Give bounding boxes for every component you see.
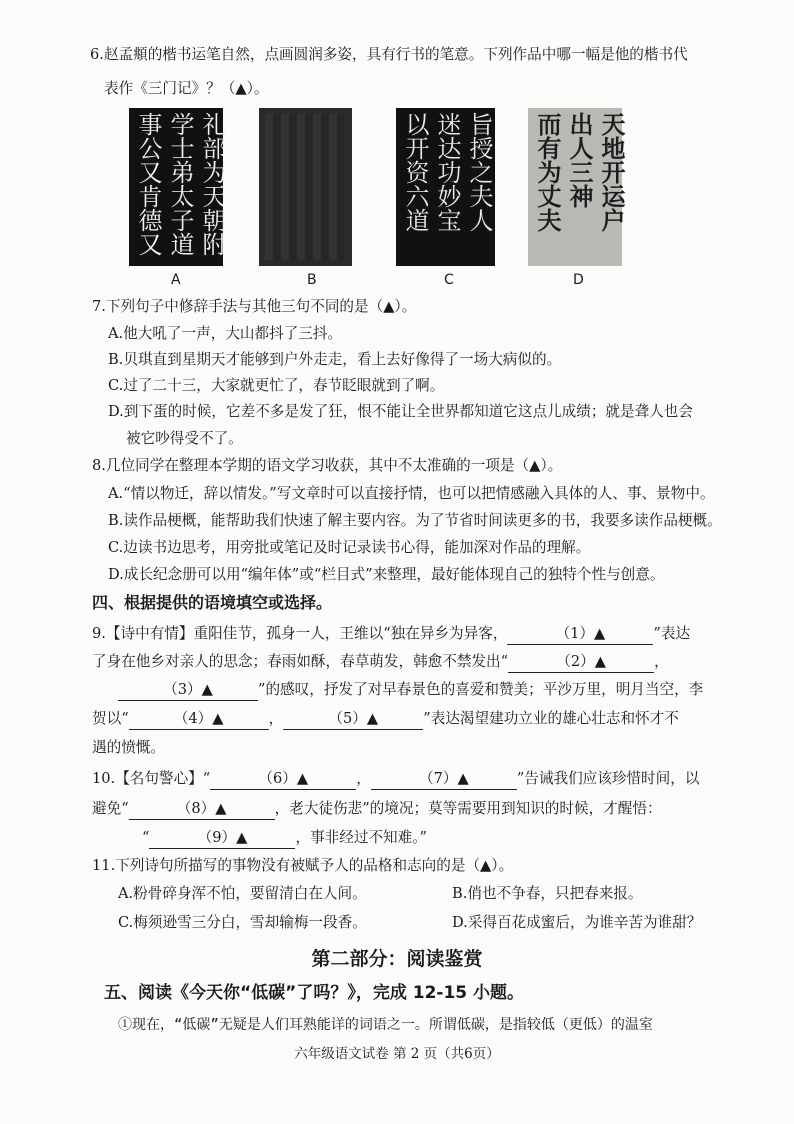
image-a-col-2: 学士弟太子道 (166, 112, 194, 256)
q9-text-1: 9.【诗中有情】重阳佳节，孤身一人，王维以“独在异乡为异客， (92, 625, 508, 642)
part-2-title: 第二部分：阅读鉴赏 (311, 948, 483, 970)
q7-stem: 7.下列句子中修辞手法与其他三句不同的是（▲）。 (92, 298, 417, 315)
q10-line2 (92, 798, 662, 820)
q7-option-d-line1[interactable]: D.到下蛋的时候，它差不多是发了狂，恨不能让全世界都知道它这点儿成绩；就是聋人也会 (108, 403, 693, 420)
image-c-label: C (444, 272, 454, 288)
blank-4[interactable]: （4）▲ (129, 709, 269, 730)
page-footer: 六年级语文试卷 第 2 页（共6页） (294, 1046, 500, 1062)
blank-1[interactable]: （1）▲ (507, 624, 653, 645)
q9-text-7: ， (268, 710, 284, 727)
q11-option-a[interactable]: A.粉骨碎身浑不怕，要留清白在人间。 (118, 885, 367, 902)
q9-line5: 遇的愤慨。 (92, 739, 165, 756)
q11-option-d[interactable]: D.采得百花成蜜后，为谁辛苦为谁甜？ (452, 914, 702, 931)
q9-text-4: ， (654, 653, 669, 670)
blank-9[interactable]: （9）▲ (149, 828, 295, 849)
q11-stem: 11.下列诗句所描写的事物没有被赋予人的品格和志向的是（▲）。 (92, 857, 514, 874)
image-d-col-1: 天地开运户 (597, 112, 626, 232)
q10-line1 (92, 768, 699, 790)
q7-option-b[interactable]: B.贝琪直到星期天才能够到户外走走，看上去好像得了一场大病似的。 (108, 351, 562, 368)
q9-text-8: ”表达渴望建功立业的雄心壮志和怀才不 (423, 710, 679, 727)
section-4-heading: 四、根据提供的语境填空或选择。 (92, 593, 333, 612)
q11-option-b[interactable]: B.俏也不争春，只把春来报。 (452, 885, 643, 902)
q10-text-2: ， (356, 770, 371, 787)
image-a-col-1: 礼部为天朝附 (198, 112, 226, 256)
q9-text-6: 贺以“ (92, 710, 129, 727)
q9-line1 (92, 623, 690, 645)
blank-5[interactable]: （5）▲ (283, 709, 423, 730)
q10-text-3: ”告诫我们应该珍惜时间，以 (516, 770, 700, 787)
q7-option-a[interactable]: A.他大吼了一声，大山都抖了三抖。 (108, 325, 343, 342)
q11-option-c[interactable]: C.梅须逊雪三分白，雪却输梅一段香。 (118, 914, 367, 931)
blank-2[interactable]: （2）▲ (508, 652, 654, 673)
q8-stem: 8.几位同学在整理本学期的语文学习收获，其中不太准确的一项是（▲）。 (92, 457, 563, 474)
q8-option-d[interactable]: D.成长纪念册可以用“编年体”或“栏目式”来整理，最好能体现自己的独特个性与创意。 (108, 566, 665, 583)
q8-option-b[interactable]: B.读作品梗概，能帮助我们快速了解主要内容。为了节省时间读更多的书，我要多读作品梗概。 (108, 512, 722, 529)
q8-option-c[interactable]: C.边读书边思考，用旁批或笔记及时记录读书心得，能加深对作品的理解。 (108, 539, 591, 556)
blank-6[interactable]: （6）▲ (210, 769, 356, 790)
q7-option-d-line2: 被它吵得受不了。 (126, 430, 243, 447)
q9-text-5: ”的感叹，抒发了对早春景色的喜爱和赞美；平沙万里，明月当空，李 (258, 681, 704, 698)
image-c-col-1: 旨授之夫人 (465, 112, 493, 232)
q9-text-2: ”表达 (653, 625, 691, 642)
image-d-col-3: 而有为丈夫 (533, 112, 562, 232)
q10-text-1: 10.【名句警心】“ (92, 770, 211, 787)
q7-option-c[interactable]: C.过了二十三，大家就更忙了，春节眨眼就到了啊。 (108, 377, 445, 394)
q6-stem-line1: 6.赵孟頫的楷书运笔自然，点画圆润多姿，具有行书的笔意。下列作品中哪一幅是他的楷书代 (90, 46, 688, 63)
q8-option-a[interactable]: A.“情以物迁，辞以情发。”写文章时可以直接抒情，也可以把情感融入具体的人、事、景物中。 (108, 485, 715, 502)
q10-text-7: ，事非经过不知难。” (295, 829, 427, 846)
reading-paragraph-1: ①现在，“低碳”无疑是人们耳熟能详的词语之一。所谓低碳，是指较低（更低）的温室 (118, 1017, 653, 1033)
image-d-label: D (573, 272, 584, 288)
image-c-col-2: 迷达功妙宝 (433, 112, 461, 232)
blank-3[interactable]: （3）▲ (118, 680, 258, 701)
q9-line2 (92, 651, 669, 673)
calligraphy-image-c[interactable] (396, 108, 495, 266)
image-a-label: A (171, 272, 181, 288)
q6-stem-line2: 表作《三门记》？（▲）。 (104, 80, 269, 97)
q10-text-5: ，老大徒伤悲”的境况；莫等需要用到知识的时候，才醒悟： (274, 800, 662, 817)
blank-7[interactable]: （7）▲ (371, 769, 517, 790)
image-a-col-3: 事公又肯德又 (134, 112, 162, 256)
q9-text-3: 了身在他乡对亲人的思念；春雨如酥，春草萌发，韩愈不禁发出“ (92, 653, 509, 670)
image-b-label: B (307, 272, 317, 288)
section-5-heading: 五、阅读《今天你“低碳”了吗？》，完成 12-15 小题。 (104, 983, 525, 1003)
calligraphy-image-d[interactable] (528, 108, 626, 266)
image-d-col-2: 出人三神 (565, 112, 594, 208)
q10-text-4: 避免“ (92, 800, 129, 817)
q10-text-6: “ (142, 829, 150, 846)
q10-line3 (142, 827, 427, 849)
q9-line3 (118, 679, 703, 701)
calligraphy-image-a[interactable] (129, 108, 226, 266)
image-c-col-3: 以开资六道 (401, 112, 429, 232)
blank-8[interactable]: （8）▲ (129, 799, 275, 820)
q9-line4 (92, 708, 679, 730)
calligraphy-image-b[interactable] (259, 108, 352, 266)
